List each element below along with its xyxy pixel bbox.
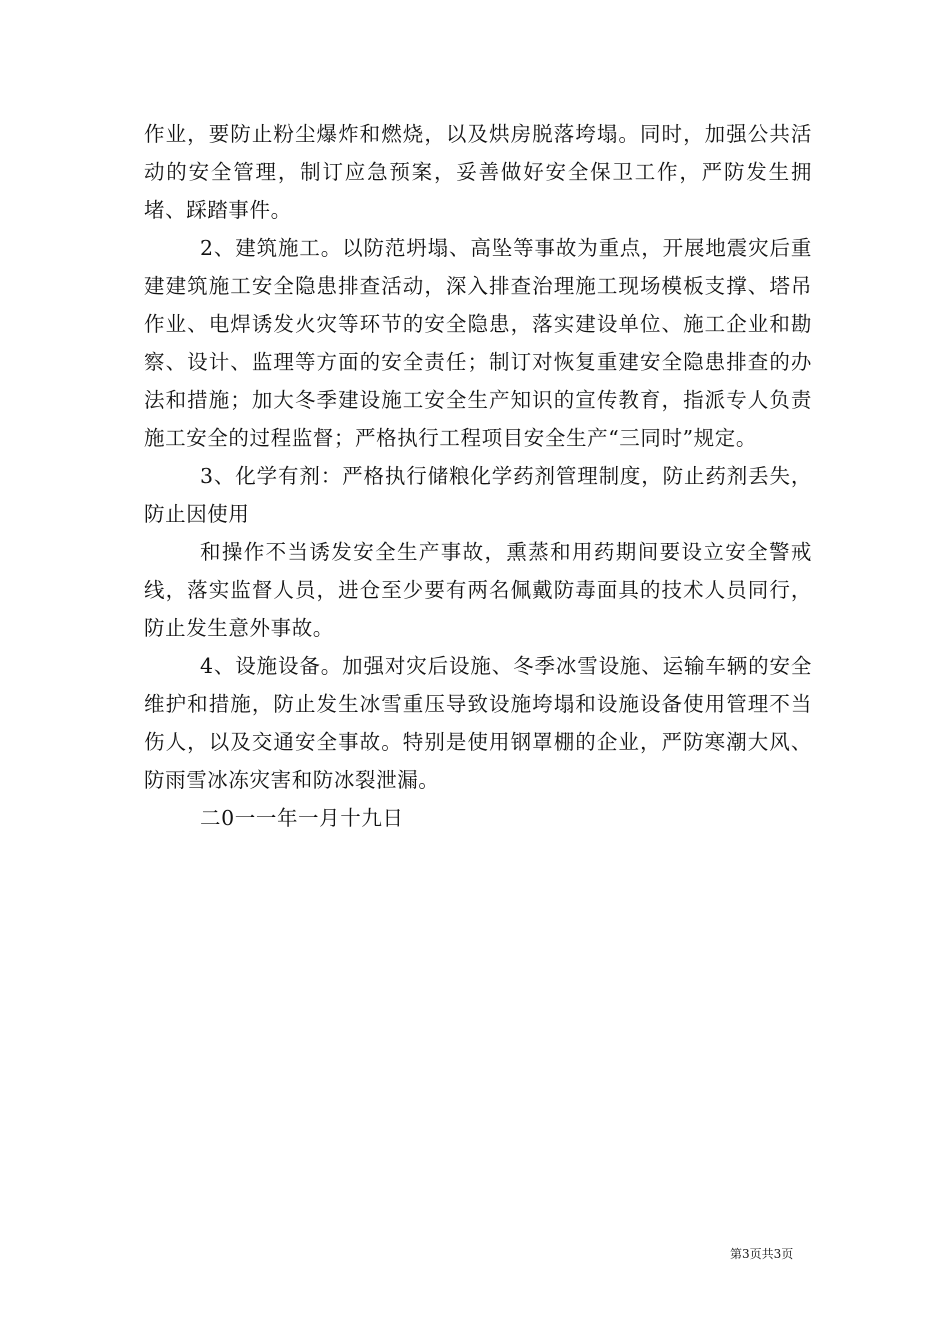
document-date: 二0一一年一月十九日	[200, 806, 404, 830]
document-body	[144, 115, 812, 837]
paragraph-chemicals: 3、化学有剂：严格执行储粮化学药剂管理制度，防止药剂丢失，防止因使用	[144, 464, 812, 526]
paragraph-construction: 2、建筑施工。以防范坍塌、高坠等事故为重点，开展地震灾后重建建筑施工安全隐患排查活动，深入排查治理施工现场模板支撑、塔吊作业、电焊诱发火灾等环节的安全隐患，落实建设单位、施工企业和勘察、设计、监理等方面的安全责任；制订对恢复重建安全隐患排查的办法和措施；加大冬季建设施工安全生产知识的宣传教育，指派专人负责施工安全的过程监督；严格执行工程项目安全生产“三同时”规定。	[144, 236, 812, 450]
page-number: 第3页共3页	[730, 1247, 794, 1261]
paragraph-chemicals-continued: 和操作不当诱发安全生产事故，熏蒸和用药期间要设立安全警戒线，落实监督人员，进仓至少要有两名佩戴防毒面具的技术人员同行，防止发生意外事故。	[144, 540, 812, 640]
paragraph-continuation: 作业，要防止粉尘爆炸和燃烧，以及烘房脱落垮塌。同时，加强公共活动的安全管理，制订应急预案，妥善做好安全保卫工作，严防发生拥堵、踩踏事件。	[144, 122, 812, 222]
paragraph-facilities: 4、设施设备。加强对灾后设施、冬季冰雪设施、运输车辆的安全维护和措施，防止发生冰雪重压导致设施垮塌和设施设备使用管理不当伤人，以及交通安全事故。特别是使用钢罩棚的企业，严防寒潮大风、防雨雪冰冻灾害和防冰裂泄漏。	[144, 654, 812, 792]
